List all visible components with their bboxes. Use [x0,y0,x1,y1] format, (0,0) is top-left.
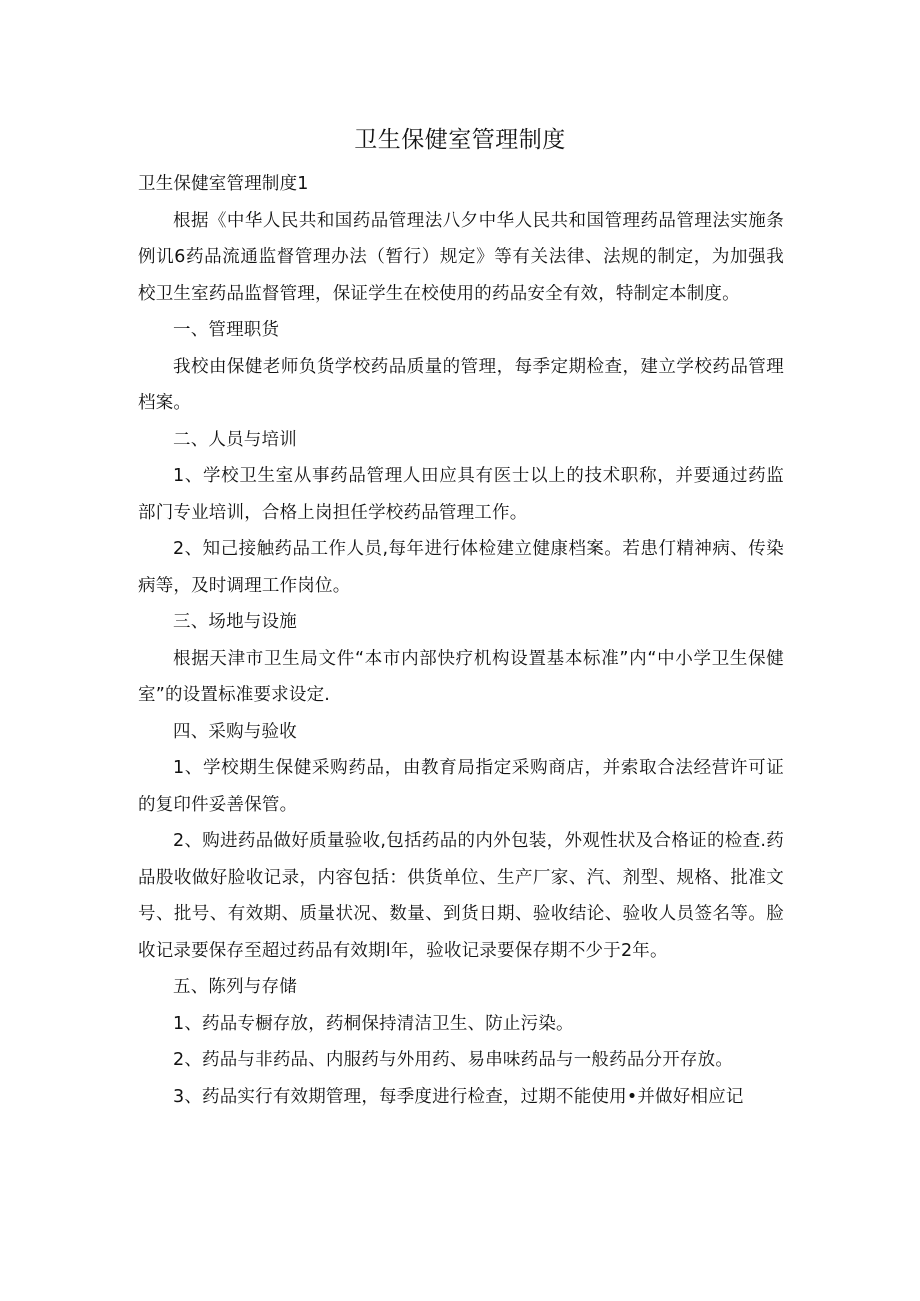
paragraph: 2、知己接触药品工作人员,每年进行体检建立健康档案。若患仃精神病、传染病等，及时调理工作岗位。 [138,539,784,596]
paragraph: 四、采购与验收 [173,721,297,742]
paragraph: 二、人员与培训 [173,429,297,450]
paragraph: 卫生保健室管理制度1 [138,174,309,194]
paragraph: 我校由保健老师负货学校药品质量的管理，每季定期检查，建立学校药品管理档案。 [138,356,784,413]
paragraph: 1、学校卫生室从事药品管理人田应具有医士以上的技术职称，并要通过药监部门专业培训，合格上岗担任学校药品管理工作。 [138,466,784,523]
paragraph: 1、药品专橱存放，药桐保持清洁卫生、防止污染。 [173,1013,574,1034]
paragraph: 一、管理职货 [173,320,280,340]
paragraph: 2、购进药品做好质量验收,包括药品的内外包装，外观性状及合格证的检查.药品股收做好脸收记录，内容包括：供货单位、生产厂家、汽、剂型、规格、批准文号、批号、有效期、质量状况、数量、到货日期、验收结论、验收人员签名等。脸收记录要保存至超过药品有效期l年，验收记录要保存期不少于2年。 [138,831,784,961]
paragraph: 根据天津市卫生局文件“本市内部快疗机构设置基本标准”内“中小学卫生保健室”的设置标准要求设定. [138,648,784,705]
paragraph: 五、陈列与存储 [173,977,297,997]
paragraph: 3、药品实行有效期管理，每季度进行检查，过期不能使用•并做好相应记 [173,1086,744,1107]
paragraph: 1、学校期生保健采购药品，由教育局指定采购商店，并索取合法经营许可证的复印件妥善保管。 [138,758,784,815]
document-title: 卫生保健室管理制度 [354,127,566,153]
paragraph: 根据《中华人民共和国药品管理法八夕中华人民共和国管理药品管理法实施条例讥6药品流通监督管理办法（暂行）规定》等有关法律、法规的制定，为加强我校卫生室药品监督管理，保证学生在校使用的药品安全有效，特制定本制度。 [138,210,784,304]
paragraph: 2、药品与非药品、内服药与外用药、易串味药品与一般药品分开存放。 [173,1050,734,1070]
paragraph: 三、场地与设施 [173,612,297,632]
document-body [138,166,784,1115]
